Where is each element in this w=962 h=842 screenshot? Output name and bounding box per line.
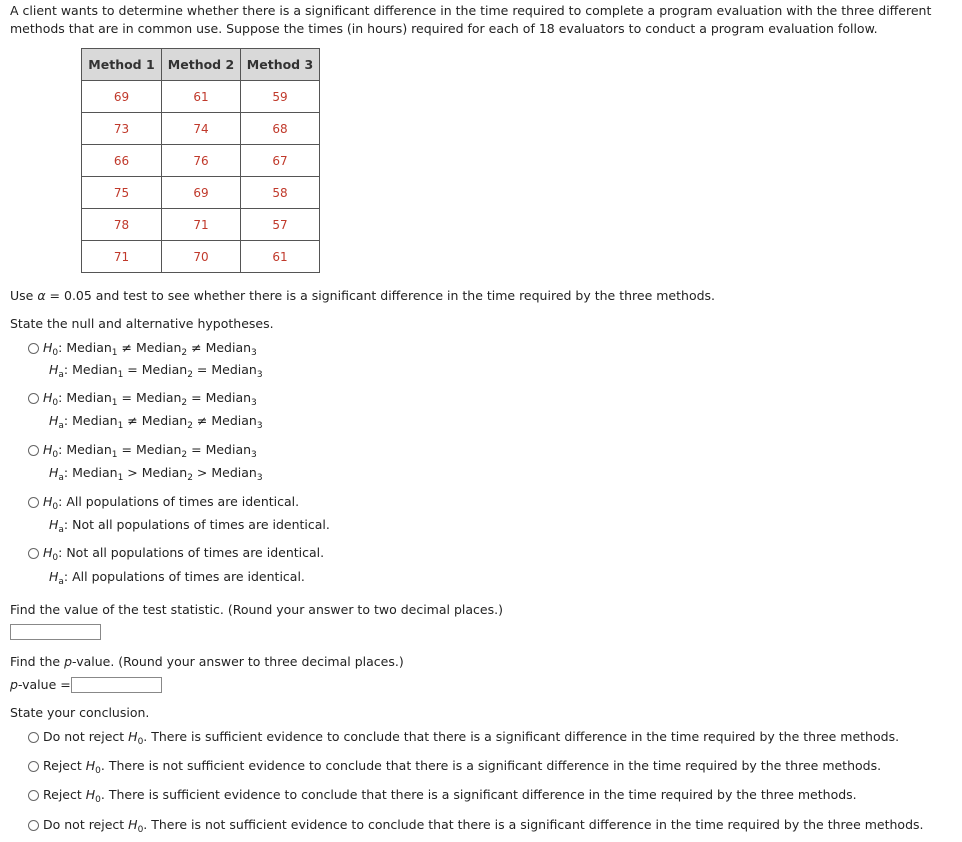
conclusion-option-3-radio[interactable] [28, 790, 39, 801]
table-row [82, 241, 320, 273]
table-cell: 74 [162, 113, 241, 145]
conclusion-option-2-radio[interactable] [28, 761, 39, 772]
hypothesis-option-5-radio[interactable] [28, 548, 39, 559]
hypotheses-prompt: State the null and alternative hypotheses. [10, 316, 274, 331]
hypothesis-option-4-radio[interactable] [28, 497, 39, 508]
data-table [81, 48, 320, 273]
table-cell: 71 [82, 241, 162, 273]
alpha-instruction [10, 288, 715, 303]
hypothesis-option-2-h0: $H_0$: Median$_1$ = Median$_2$ = Median$_3$ [43, 390, 257, 408]
table-cell: 58 [241, 177, 320, 209]
hypothesis-option-1-ha: $H_a$: Median$_1$ = Median$_2$ = Median$_3$ [49, 362, 263, 380]
hypothesis-option-5-h0: $H_0$: Not all populations of times are identical. [43, 545, 325, 563]
table-row [82, 81, 320, 113]
hypothesis-option-4-h0: $H_0$: All populations of times are identical. [43, 494, 300, 512]
conclusion-prompt: State your conclusion. [10, 705, 150, 720]
hypothesis-option-1-h0: $H_0$: Median$_1$ ≠ Median$_2$ ≠ Median$_3$ [43, 340, 257, 358]
table-cell: 67 [241, 145, 320, 177]
hypothesis-option-2-ha: $H_a$: Median$_1$ ≠ Median$_2$ ≠ Median$_3$ [49, 413, 263, 431]
column-header-method-3: Method 3 [241, 49, 320, 81]
table-header-row [82, 49, 320, 81]
table-cell: 68 [241, 113, 320, 145]
conclusion-option-1-radio[interactable] [28, 732, 39, 743]
conclusion-option-2-text: Reject $H_0$. There is not sufficient evidence to conclude that there is a significant difference in the time required by the three methods. [43, 758, 882, 776]
conclusion-option-3-text: Reject $H_0$. There is sufficient evidence to conclude that there is a significant difference in the time required by the three methods. [43, 787, 857, 805]
problem-intro: A client wants to determine whether there is a significant difference in the time required to complete a program evaluation with the three different methods that are in common use. Suppose the times (in hours) required for each of 18 evaluators to conduct a program evaluation follow. [10, 3, 932, 36]
hypothesis-option-3-ha: $H_a$: Median$_1$ > Median$_2$ > Median$_3$ [49, 465, 263, 483]
conclusion-option-1-text: Do not reject $H_0$. There is sufficient evidence to conclude that there is a significant difference in the time required by the three methods. [43, 729, 900, 747]
table-row [82, 113, 320, 145]
column-header-method-2: Method 2 [162, 49, 241, 81]
alpha-prefix: Use [10, 288, 38, 303]
table-row [82, 177, 320, 209]
hypothesis-option-1-radio[interactable] [28, 343, 39, 354]
table-cell: 71 [162, 209, 241, 241]
hypothesis-option-3-radio[interactable] [28, 445, 39, 456]
table-cell: 61 [241, 241, 320, 273]
hypothesis-option-2-radio[interactable] [28, 393, 39, 404]
hypothesis-option-4-ha: $H_a$: Not all populations of times are identical. [49, 517, 330, 535]
hypothesis-option-5-ha: $H_a$: All populations of times are identical. [49, 569, 305, 587]
table-cell: 73 [82, 113, 162, 145]
table-cell: 76 [162, 145, 241, 177]
table-cell: 69 [162, 177, 241, 209]
table-cell: 61 [162, 81, 241, 113]
table-cell: 78 [82, 209, 162, 241]
column-header-method-1: Method 1 [82, 49, 162, 81]
hypothesis-option-3-h0: $H_0$: Median$_1$ = Median$_2$ = Median$_3$ [43, 442, 257, 460]
table-cell: 59 [241, 81, 320, 113]
conclusion-option-4-text: Do not reject $H_0$. There is not sufficient evidence to conclude that there is a significant difference in the time required by the three methods. [43, 817, 924, 835]
test-statistic-input[interactable] [10, 624, 101, 640]
table-cell: 70 [162, 241, 241, 273]
table-cell: 57 [241, 209, 320, 241]
table-cell: 66 [82, 145, 162, 177]
test-statistic-prompt: Find the value of the test statistic. (Round your answer to two decimal places.) [10, 602, 503, 617]
pvalue-input[interactable] [71, 677, 162, 693]
alpha-symbol: α [37, 288, 46, 303]
pvalue-prompt: Find the p-value. (Round your answer to three decimal places.) [10, 654, 404, 669]
table-cell: 69 [82, 81, 162, 113]
table-row [82, 145, 320, 177]
table-cell: 75 [82, 177, 162, 209]
pvalue-label: p-value = [10, 677, 71, 692]
conclusion-option-4-radio[interactable] [28, 820, 39, 831]
alpha-suffix: = 0.05 and test to see whether there is a significant difference in the time required by the three methods. [45, 288, 716, 303]
table-row [82, 209, 320, 241]
